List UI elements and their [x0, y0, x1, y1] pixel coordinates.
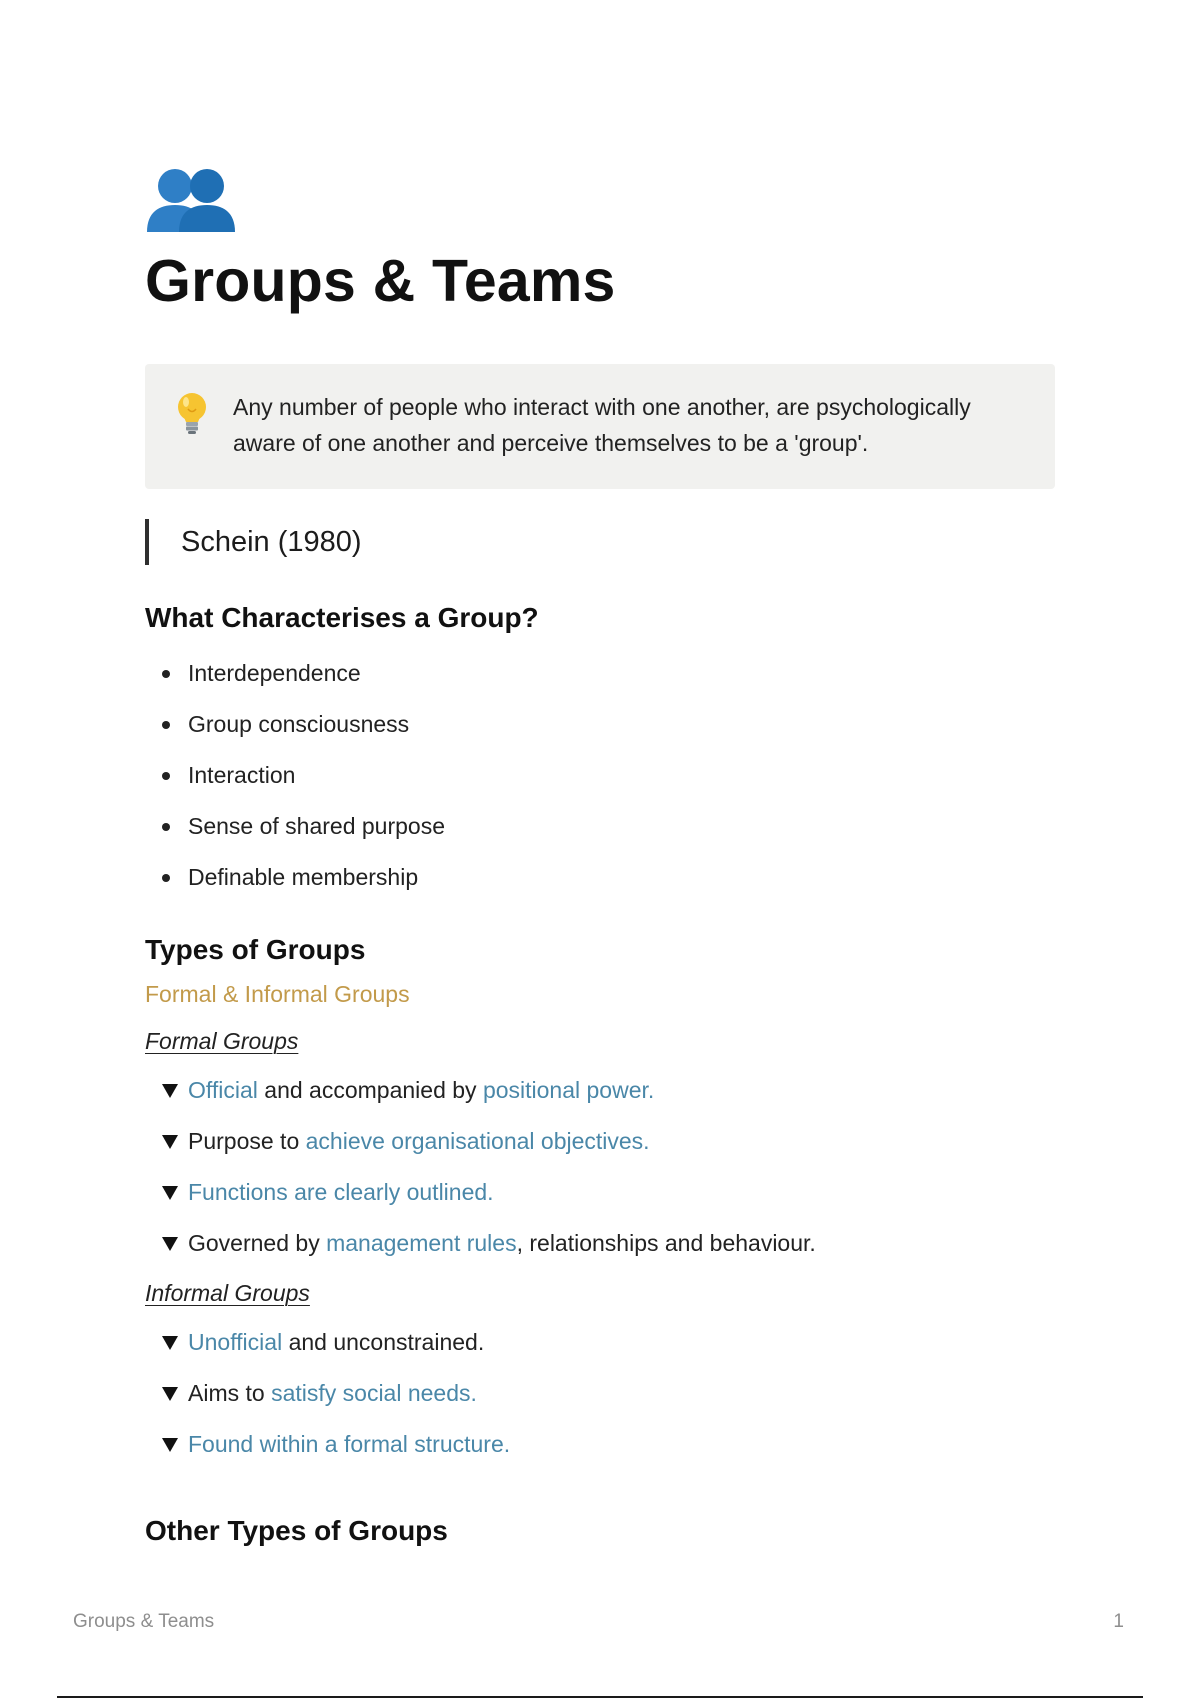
callout [145, 364, 1055, 489]
highlighted-text: Found within a formal structure. [188, 1431, 511, 1457]
toggle-item[interactable] [145, 1218, 1055, 1269]
list-item-text: Interdependence [188, 660, 361, 686]
toggle-item-text [188, 1380, 477, 1407]
highlighted-text: Functions are clearly outlined. [188, 1179, 494, 1205]
bullet-dot-icon [162, 721, 170, 729]
callout-text: Any number of people who interact with one another, are psychologically aware of one another and perceive themselves to be a 'group'. [233, 394, 971, 456]
plain-text: Aims to [188, 1380, 272, 1406]
subheading-formal-groups: Formal Groups [145, 1028, 299, 1054]
list-item-text: Definable membership [188, 864, 419, 890]
toggle-triangle-icon[interactable] [162, 1186, 178, 1200]
list-item [145, 699, 1055, 750]
informal-groups-list [145, 1317, 1055, 1470]
bullet-dot-icon [162, 670, 170, 678]
toggle-item[interactable] [145, 1419, 1055, 1470]
formal-groups-list [145, 1065, 1055, 1269]
toggle-item[interactable] [145, 1167, 1055, 1218]
toggle-item-text [188, 1230, 816, 1257]
section-heading-characteristics: What Characterises a Group? [145, 602, 539, 633]
subheading-formal-informal: Formal & Informal Groups [145, 981, 410, 1007]
page-content [145, 160, 1055, 1548]
toggle-triangle-icon[interactable] [162, 1387, 178, 1401]
list-item [145, 852, 1055, 903]
list-item [145, 648, 1055, 699]
list-item-text: Interaction [188, 762, 296, 788]
people-icon [145, 160, 237, 240]
lightbulb-icon [173, 391, 211, 437]
section-heading-other-types: Other Types of Groups [145, 1515, 448, 1546]
toggle-item-text [188, 1431, 510, 1458]
toggle-triangle-icon[interactable] [162, 1237, 178, 1251]
subheading-informal-groups: Informal Groups [145, 1280, 310, 1306]
footer-title: Groups & Teams [73, 1611, 215, 1632]
list-item [145, 750, 1055, 801]
section-heading-types: Types of Groups [145, 934, 366, 965]
toggle-item[interactable] [145, 1317, 1055, 1368]
plain-text: Governed by [188, 1230, 327, 1256]
highlighted-text: achieve organisational objectives. [305, 1128, 650, 1154]
highlighted-text: positional power. [482, 1077, 655, 1103]
characteristics-list [145, 648, 1055, 903]
toggle-triangle-icon[interactable] [162, 1438, 178, 1452]
highlighted-text: Official [188, 1077, 258, 1103]
list-item [145, 801, 1055, 852]
toggle-item[interactable] [145, 1065, 1055, 1116]
list-item-text: Sense of shared purpose [188, 813, 446, 839]
toggle-item-text [188, 1329, 484, 1356]
bullet-dot-icon [162, 874, 170, 882]
highlighted-text: satisfy social needs. [271, 1380, 477, 1406]
plain-text: and unconstrained. [282, 1329, 485, 1355]
list-item-text: Group consciousness [188, 711, 410, 737]
page-bottom-rule [57, 1696, 1143, 1698]
toggle-item-text [188, 1077, 654, 1104]
quote-text: Schein (1980) [181, 525, 362, 558]
plain-text: and accompanied by [257, 1077, 483, 1103]
plain-text: Purpose to [188, 1128, 306, 1154]
bullet-dot-icon [162, 772, 170, 780]
toggle-triangle-icon[interactable] [162, 1135, 178, 1149]
footer-page-number: 1 [1113, 1611, 1124, 1632]
toggle-triangle-icon[interactable] [162, 1084, 178, 1098]
toggle-triangle-icon[interactable] [162, 1336, 178, 1350]
toggle-item[interactable] [145, 1368, 1055, 1419]
page-title: Groups & Teams [145, 248, 616, 314]
toggle-item-text [188, 1179, 494, 1206]
quote-block [145, 519, 1055, 565]
toggle-item-text [188, 1128, 650, 1155]
highlighted-text: Unofficial [188, 1329, 283, 1355]
bullet-dot-icon [162, 823, 170, 831]
highlighted-text: management rules [326, 1230, 517, 1256]
toggle-item[interactable] [145, 1116, 1055, 1167]
plain-text: , relationships and behaviour. [516, 1230, 816, 1256]
